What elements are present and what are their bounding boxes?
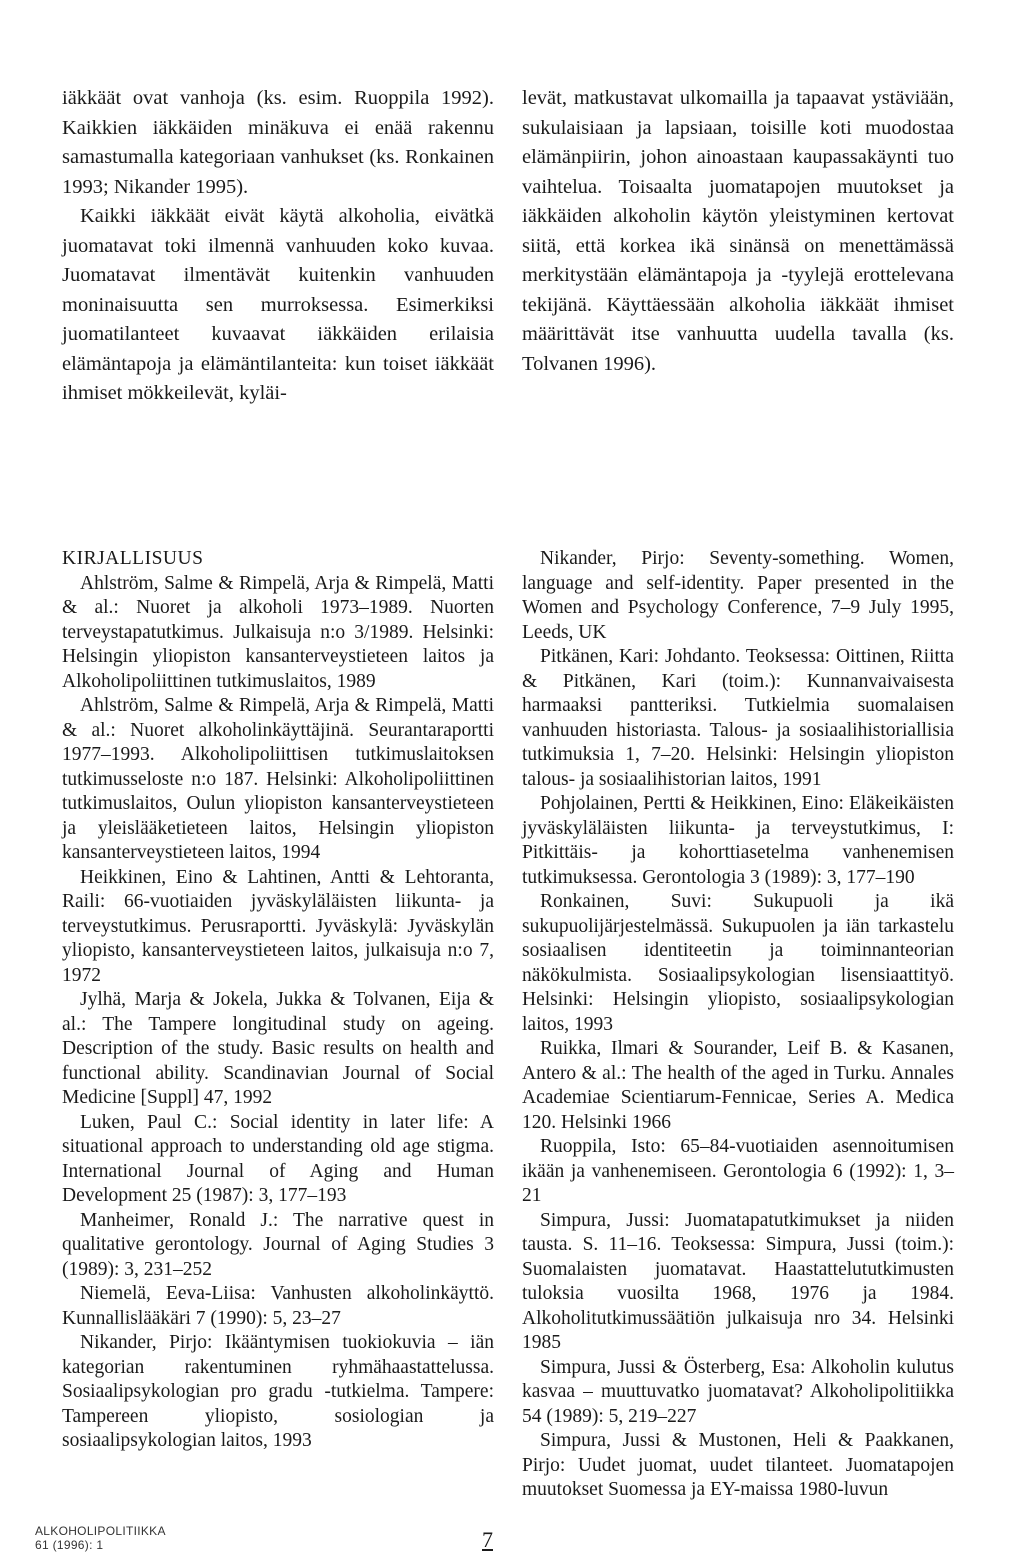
- body-paragraph: levät, matkustavat ulkomailla ja tapaavat ystäviään, sukulaisiaan ja lapsiaan, toisille koti muodostaa elämänpiirin, johon ainoastaan kaupassakäynti tuo vaihtelua. Toisaalta juomatapojen muutokset ja iäkkäiden alkoholin käytön yleistyminen kertovat siitä, että korkea ikä sinänsä on menettämässä merkitystään elämäntapoja ja -tyylejä erottelevana tekijänä. Käyttäessään alkoholia iäkkäät ihmiset määrittävät itse vanhuutta uudella tavalla (ks. Tolvanen 1996).: [522, 87, 954, 375]
- references-heading: KIRJALLISUUS: [62, 548, 204, 569]
- body-text-left-column: [62, 84, 494, 409]
- references-left-column: [62, 547, 494, 1454]
- journal-footer: [35, 1524, 166, 1552]
- reference-entry: Simpura, Jussi: Juomatapatutkimukset ja niiden tausta. S. 11–16. Teoksessa: Simpura, Jussi (toim.): Suomalaisten juomatavat. Haastattelututkimusten tuloksia vuosilta 1968, 1976 ja 1984. Alkoholitutkimussäätiön julkaisuja nro 34. Helsinki 1985: [522, 1209, 954, 1353]
- page-number: 7: [482, 1527, 493, 1552]
- journal-issue: 61 (1996): 1: [35, 1538, 104, 1552]
- reference-entry: Pohjolainen, Pertti & Heikkinen, Eino: Eläkeikäisten jyväskyläläisten liikunta- ja terveystutkimus, I: Pitkittäis- ja kohorttiasetelma vanhenemisen tutkimuksessa. Gerontologia 3 (1989): 3, 177–190: [522, 793, 954, 888]
- reference-entry: Simpura, Jussi & Mustonen, Heli & Paakkanen, Pirjo: Uudet juomat, uudet tilanteet. Juomatapojen muutokset Suomessa ja EY-maissa 1980-luvun: [522, 1430, 954, 1500]
- reference-entry: Ahlström, Salme & Rimpelä, Arja & Rimpelä, Matti & al.: Nuoret ja alkoholi 1973–1989. Nuorten terveystapatutkimus. Julkaisuja n:o 3/1989. Helsinki: Helsingin yliopiston kansanterveystieteen laitos ja Alkoholipoliittinen tutkimuslaitos, 1989: [62, 572, 494, 692]
- reference-entry: Ahlström, Salme & Rimpelä, Arja & Rimpelä, Matti & al.: Nuoret alkoholinkäyttäjinä. Seurantaraportti 1977–1993. Alkoholipoliittisen tutkimuslaitoksen tutkimusseloste n:o 187. Helsinki: Alkoholipoliittinen tutkimuslaitos, Oulun yliopiston kansanterveystieteen ja yleislääketieteen laitos, Helsingin yliopiston kansanterveystieteen laitos, 1994: [62, 695, 494, 863]
- reference-entry: Ruikka, Ilmari & Sourander, Leif B. & Kasanen, Antero & al.: The health of the aged in Turku. Annales Academiae Scientiarum-Fennicae, Series A. Medica 120. Helsinki 1966: [522, 1038, 954, 1133]
- reference-entry: Ronkainen, Suvi: Sukupuoli ja ikä sukupuolijärjestelmässä. Sukupuolen ja iän tarkastelu sosiaalisen identiteetin ja toiminnanteorian näkökulmista. Sosiaalipsykologian lisensiaattityö. Helsinki: Helsingin yliopisto, sosiaalipsykologian laitos, 1993: [522, 891, 954, 1035]
- body-paragraph: Kaikki iäkkäät eivät käytä alkoholia, eivätkä juomatavat toki ilmennä vanhuuden koko kuvaa. Juomatavat ilmentävät kuitenkin vanhuuden moninaisuutta sen murroksessa. Esimerkiksi juomatilanteet kuvaavat iäkkäiden erilaisia elämäntapoja ja elämäntilanteita: kun toiset iäkkäät ihmiset mökkeilevät, kyläi-: [62, 205, 494, 404]
- body-text-right-column: [522, 84, 954, 379]
- reference-entry: Simpura, Jussi & Österberg, Esa: Alkoholin kulutus kasvaa – muuttuvatko juomatavat? Alkoholipolitiikka 54 (1989): 5, 219–227: [522, 1356, 954, 1427]
- reference-entry: Nikander, Pirjo: Ikääntymisen tuokiokuvia – iän kategorian rakentuminen ryhmähaastattelussa. Sosiaalipsykologian pro gradu -tutkielma. Tampere: Tampereen yliopisto, sosiologian ja sosiaalipsykologian laitos, 1993: [62, 1332, 494, 1451]
- reference-entry: Heikkinen, Eino & Lahtinen, Antti & Lehtoranta, Raili: 66-vuotiaiden jyväskyläläisten liikunta- ja terveystutkimus. Perusraportti. Jyväskylä: Jyväskylän yliopisto, kansanterveystieteen laitos, julkaisuja n:o 7, 1972: [62, 866, 494, 986]
- reference-entry: Nikander, Pirjo: Seventy-something. Women, language and self-identity. Paper presented in the Women and Psychology Conference, 7–9 July 1995, Leeds, UK: [522, 548, 954, 643]
- reference-entry: Pitkänen, Kari: Johdanto. Teoksessa: Oittinen, Riitta & Pitkänen, Kari (toim.): Kunnanvaivaisesta harmaaksi pantteriksi. Tutkielmia suomalaisen vanhuuden historiasta. Talous- ja sosiaalihistoriallisia tutkimuksia 1, 7–20. Helsinki: Helsingin yliopiston talous- ja sosiaalihistorian laitos, 1991: [522, 646, 954, 790]
- references-right-column: [522, 547, 954, 1503]
- reference-entry: Jylhä, Marja & Jokela, Jukka & Tolvanen, Eija & al.: The Tampere longitudinal study on ageing. Description of the study. Basic results on health and functional ability. Scandinavian Journal of Social Medicine [Suppl] 47, 1992: [62, 989, 494, 1108]
- reference-entry: Luken, Paul C.: Social identity in later life: A situational approach to understanding old age stigma. International Journal of Aging and Human Development 25 (1987): 3, 177–193: [62, 1111, 494, 1206]
- reference-entry: Ruoppila, Isto: 65–84-vuotiaiden asennoitumisen ikään ja vanhenemiseen. Gerontologia 6 (1992): 1, 3–21: [522, 1136, 954, 1206]
- journal-name: ALKOHOLIPOLITIIKKA: [35, 1524, 166, 1538]
- reference-entry: Manheimer, Ronald J.: The narrative quest in qualitative gerontology. Journal of Aging Studies 3 (1989): 3, 231–252: [62, 1209, 494, 1280]
- body-paragraph: iäkkäät ovat vanhoja (ks. esim. Ruoppila 1992). Kaikkien iäkkäiden minäkuva ei enää rakennu samastumalla kategoriaan vanhukset (ks. Ronkainen 1993; Nikander 1995).: [62, 87, 494, 198]
- reference-entry: Niemelä, Eeva-Liisa: Vanhusten alkoholinkäyttö. Kunnallislääkäri 7 (1990): 5, 23–27: [62, 1283, 494, 1329]
